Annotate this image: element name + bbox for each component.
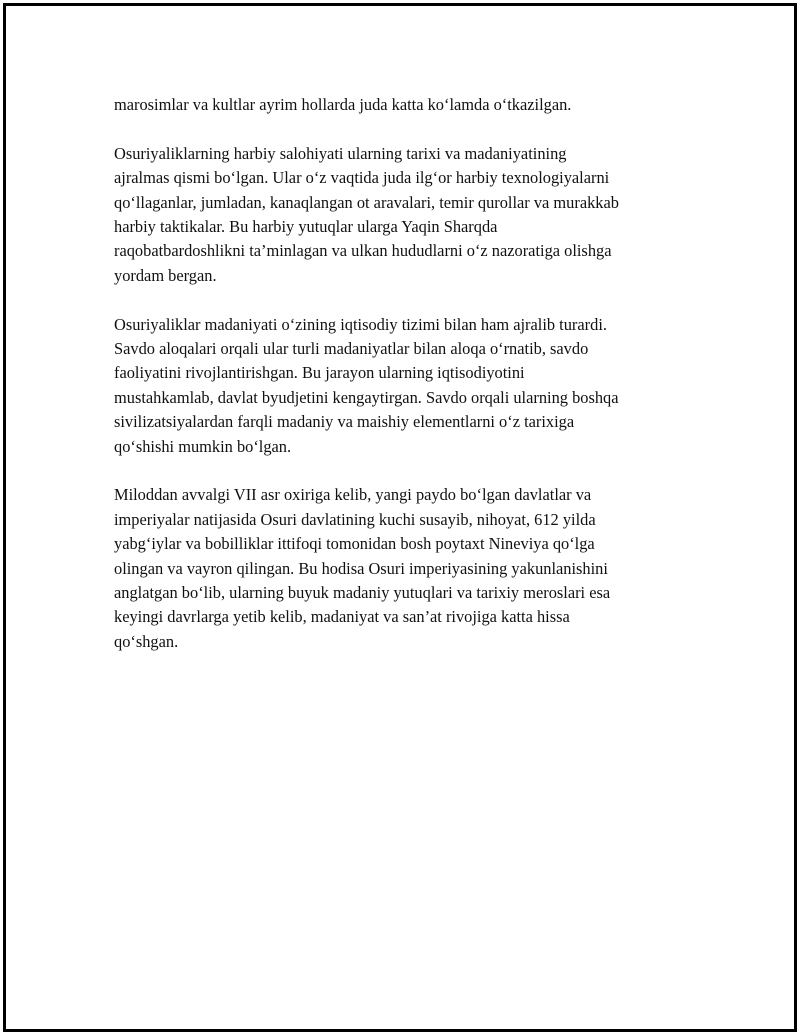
text-line: raqobatbardoshlikni ta’minlagan va ulkan hududlarni o‘z nazoratiga olishga (114, 241, 612, 261)
text-line: qo‘shgan. (114, 631, 179, 651)
text-line: qo‘shishi mumkin bo‘lgan. (114, 436, 292, 456)
text-line: keyingi davrlarga yetib kelib, madaniyat va san’at rivojiga katta hissa (114, 607, 570, 627)
paragraph-4 (114, 483, 704, 654)
text-line: Osuriyaliklar madaniyati o‘zining iqtisodiy tizimi bilan ham ajralib turardi. (114, 314, 607, 334)
text-line: ajralmas qismi bo‘lgan. Ular o‘z vaqtida juda ilg‘or harbiy texnologiyalarni (114, 168, 610, 188)
text-line: olingan va vayron qilingan. Bu hodisa Osuri imperiyasining yakunlanishini (114, 558, 608, 578)
text-line: Savdo aloqalari orqali ular turli madaniyatlar bilan aloqa o‘rnatib, savdo (114, 339, 589, 359)
text-line: marosimlar va kultlar ayrim hollarda juda katta ko‘lamda o‘tkazilgan. (114, 95, 572, 114)
text-line: yordam bergan. (114, 265, 217, 285)
text-line: sivilizatsiyalardan farqli madaniy va maishiy elementlarni o‘z tarixiga (114, 412, 575, 432)
paragraph-1 (114, 93, 704, 117)
text-line: Miloddan avvalgi VII asr oxiriga kelib, yangi paydo bo‘lgan davlatlar va (114, 485, 592, 505)
document-body (114, 93, 704, 679)
text-line: yabg‘iylar va bobilliklar ittifoqi tomonidan bosh poytaxt Nineviya qo‘lga (114, 534, 595, 554)
text-line: imperiyalar natijasida Osuri davlatining kuchi susayib, nihoyat, 612 yilda (114, 509, 596, 529)
paragraph-3 (114, 313, 704, 459)
text-line: Osuriyaliklarning harbiy salohiyati ularning tarixi va madaniyatining (114, 143, 567, 163)
text-line: mustahkamlab, davlat byudjetini kengaytirgan. Savdo orqali ularning boshqa (114, 387, 619, 407)
text-line: qo‘llaganlar, jumladan, kanaqlangan ot aravalari, temir qurollar va murakkab (114, 192, 619, 212)
text-line: anglatgan bo‘lib, ularning buyuk madaniy yutuqlari va tarixiy meroslari esa (114, 583, 611, 603)
text-line: harbiy taktikalar. Bu harbiy yutuqlar ularga Yaqin Sharqda (114, 217, 498, 237)
text-line: faoliyatini rivojlantirishgan. Bu jarayon ularning iqtisodiyotini (114, 363, 525, 383)
paragraph-2 (114, 142, 704, 288)
